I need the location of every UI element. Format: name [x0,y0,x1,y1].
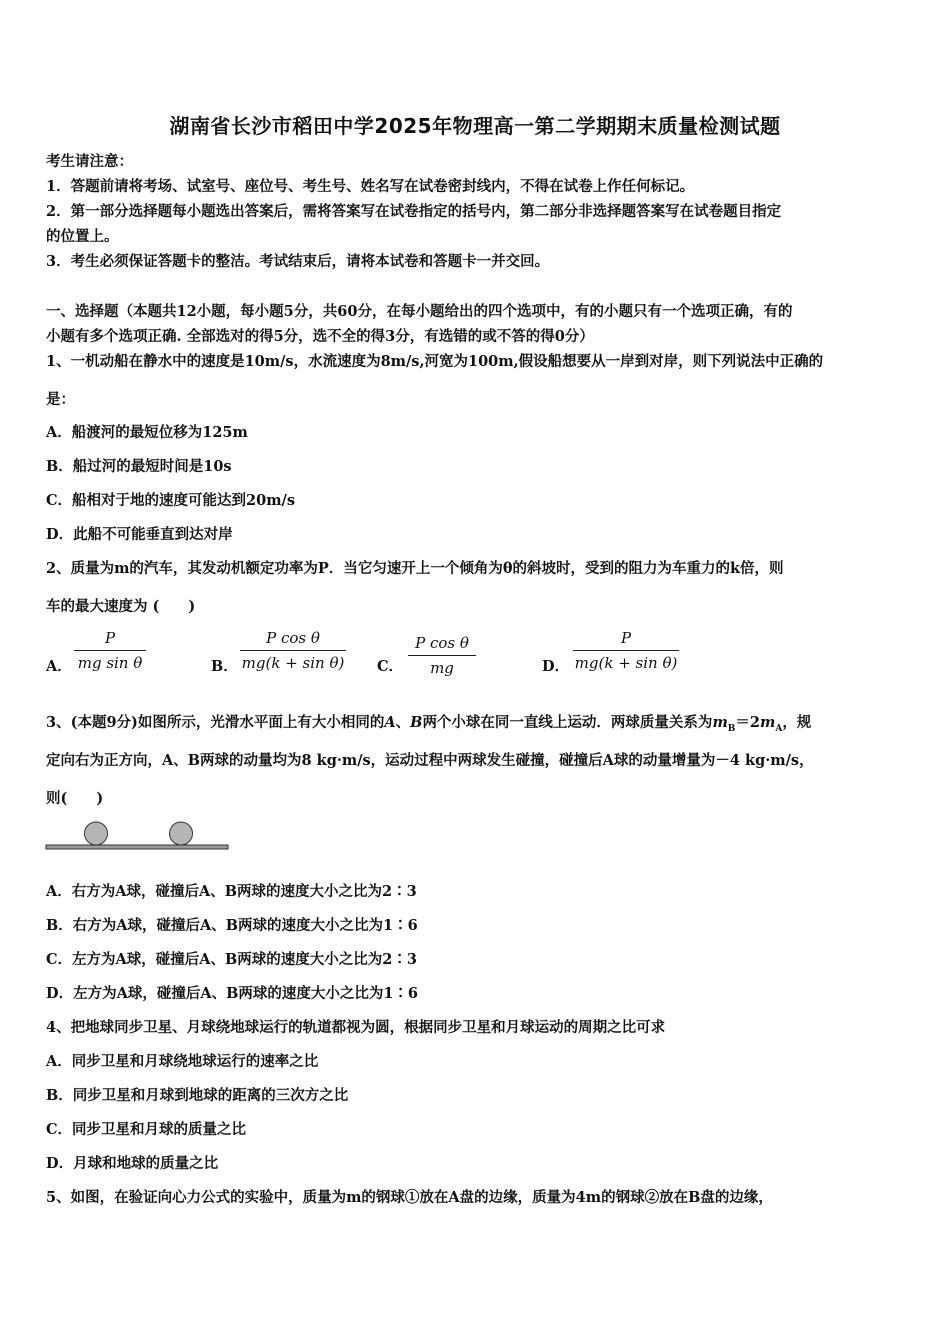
subscript: A [775,723,783,734]
fraction-numerator: P [620,629,632,647]
var-m: m [712,714,728,731]
var-a: A [384,714,396,731]
question-2-stem: 2、质量为m的汽车，其发动机额定功率为P．当它匀速开上一个倾角为θ的斜坡时，受到的阻力为车重力的k倍，则 [46,560,784,577]
question-3-option-a: A．右方为A球，碰撞后A、B两球的速度大小之比为2∶3 [46,883,417,900]
question-2-option-b: B． [211,658,238,675]
question-1-option-c: C．船相对于地的速度可能达到20m/s [46,492,296,509]
question-4-option-d: D．月球和地球的质量之比 [46,1155,219,1172]
notice-item: 3．考生必须保证答题卡的整洁。考试结束后，请将本试卷和答题卡一并交回。 [46,253,550,270]
question-3-stem: 定向右为正方向，A、B两球的动量均为8 kg·m/s，运动过程中两球发生碰撞，碰撞后A球的动量增量为－4 kg·m/s， [46,752,814,769]
question-3-stem [46,713,811,739]
fraction-bar [240,650,346,651]
question-5-stem: 5、如图，在验证向心力公式的实验中，质量为m的钢球①放在A盘的边缘，质量为4m的钢球②放在B盘的边缘， [46,1189,773,1206]
question-3-option-d: D．左方为A球，碰撞后A、B两球的速度大小之比为1∶6 [46,985,419,1002]
notice-item: 的位置上。 [46,228,119,245]
fraction-a [74,628,146,673]
fraction-numerator: P [104,629,116,647]
question-2-option-c: C． [377,658,404,675]
question-2-option-d: D． [542,658,570,675]
question-4-option-a: A．同步卫星和月球绕地球运行的速率之比 [46,1053,319,1070]
fraction-denominator: mg [430,659,454,677]
question-4-stem: 4、把地球同步卫星、月球绕地球运行的轨道都视为圆，根据同步卫星和月球运动的周期之比可求 [46,1019,666,1036]
var-m: m [759,714,776,731]
fraction-d [573,628,679,673]
fraction-bar [573,650,679,651]
question-1-stem: 是： [46,391,75,408]
fraction-bar [74,650,146,651]
question-2-stem: 车的最大速度为 ( ) [46,598,196,615]
question-4-option-c: C．同步卫星和月球的质量之比 [46,1121,247,1138]
var-b: B [410,714,423,731]
question-3-option-b: B．右方为A球，碰撞后A、B两球的速度大小之比为1∶6 [46,917,418,934]
page-title: 湖南省长沙市稻田中学2025年物理高一第二学期期末质量检测试题 [169,114,781,138]
fraction-b [240,628,346,673]
ball-left [85,822,108,845]
fraction-numerator: P cos θ [415,634,469,652]
subscript: B [727,723,736,734]
section-heading: 一、选择题（本题共12小题，每小题5分，共60分，在每小题给出的四个选项中，有的小题只有一个选项正确，有的 [46,303,793,320]
notice-item: 1．答题前请将考场、试室号、座位号、考生号、姓名写在试卷密封线内，不得在试卷上作任何标记。 [46,178,695,195]
section-heading: 小题有多个选项正确. 全部选对的得5分，选不全的得3分，有选错的或不答的得0分） [46,328,594,345]
stem-text: ＝2 [735,714,760,731]
fraction-denominator: mg(k + sin θ) [241,654,345,672]
question-1-option-b: B．船过河的最短时间是10s [46,458,232,475]
question-1-stem: 1、一机动船在静水中的速度是10m/s，水流速度为8m/s,河宽为100m,假设船想要从一岸到对岸，则下列说法中正确的 [46,353,824,370]
horizontal-surface [46,845,228,849]
two-balls-figure [44,818,234,854]
notice-item: 2．第一部分选择题每小题选出答案后，需将答案写在试卷指定的括号内，第二部分非选择题答案写在试卷题目指定 [46,203,782,220]
notice-heading: 考生请注意： [46,153,133,170]
stem-text: 3、(本题9分)如图所示，光滑水平面上有大小相同的 [46,714,385,731]
ball-right [170,822,193,845]
question-4-option-b: B．同步卫星和月球到地球的距离的三次方之比 [46,1087,349,1104]
question-2-option-a: A． [46,658,72,675]
question-3-stem: 则( ) [46,790,104,807]
fraction-denominator: mg sin θ [77,654,143,672]
stem-text: ，规 [782,714,812,731]
stem-text: 两个小球在同一直线上运动．两球质量关系为 [422,714,713,731]
fraction-bar [408,655,476,656]
fraction-numerator: P cos θ [266,629,320,647]
question-3-option-c: C．左方为A球，碰撞后A、B两球的速度大小之比为2∶3 [46,951,417,968]
stem-text: 、 [395,714,411,731]
fraction-c [408,633,476,678]
question-1-option-a: A．船渡河的最短位移为125m [46,424,248,441]
question-1-option-d: D．此船不可能垂直到达对岸 [46,526,233,543]
fraction-denominator: mg(k + sin θ) [574,654,678,672]
